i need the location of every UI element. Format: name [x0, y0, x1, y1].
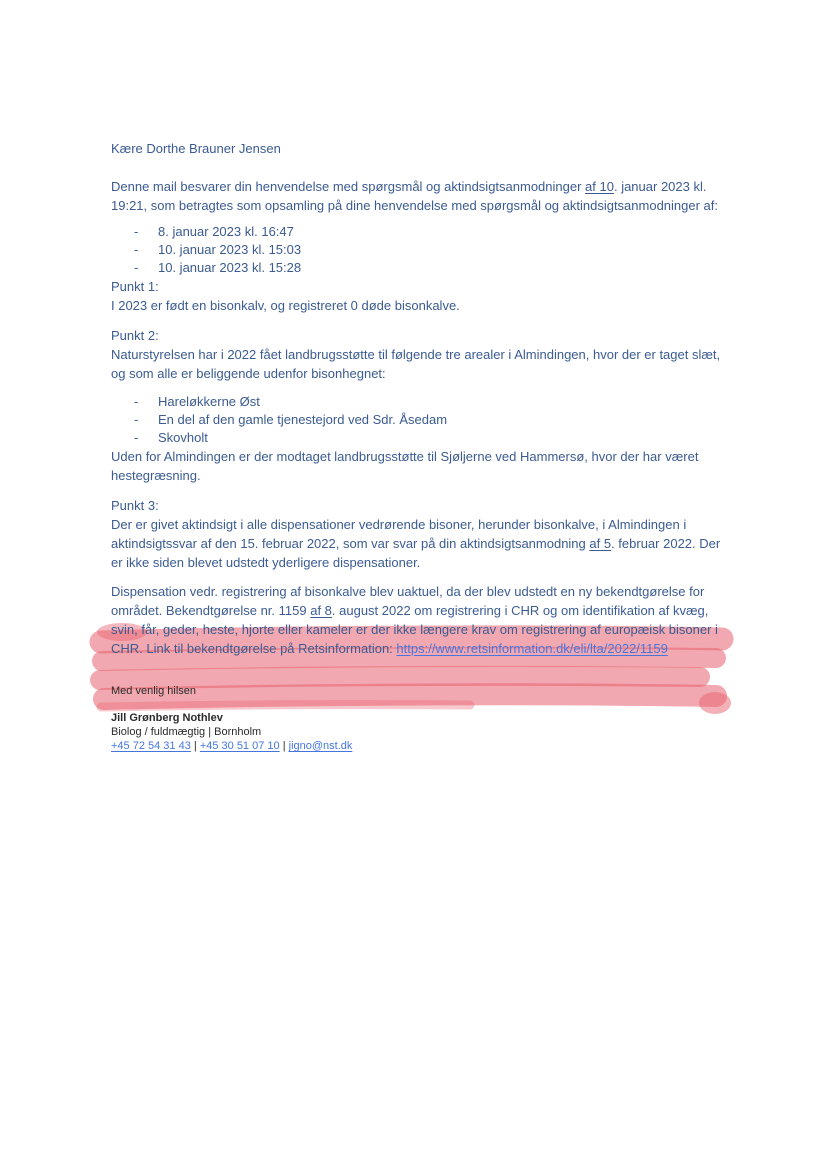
area-name: En del af den gamle tjenestejord ved Sdr. Åsedam [158, 412, 448, 427]
list-item [111, 223, 733, 241]
highlighted-text-1: Dispensation vedr. registrering af bisonkalve blev uaktuel, da der blev udstedt en ny bekendtgørelse for området. Bekendtgørelse nr. 1159 [111, 584, 705, 618]
punkt1-body: I 2023 er født en bisonkalv, og registreret 0 døde bisonkalve. [111, 298, 460, 313]
punkt1-title: Punkt 1: [111, 279, 159, 294]
retsinformation-link[interactable]: https://www.retsinformation.dk/eli/lta/2022/1159 [396, 641, 668, 656]
outside-almindingen-text: Uden for Almindingen er der modtaget landbrugsstøtte til Sjøljerne ved Hammersø, hvor der har været hestegræsning. [111, 449, 699, 483]
list-item [111, 393, 733, 411]
separator-char: | [193, 740, 197, 752]
highlighted-text-2: . august 2022 om registrering i CHR og om identifikation af kvæg, svin, får, geder, heste, hjorte eller kameler er der ikke længere krav om registrering af europæisk bisoner i CHR. Link til bekendtgørelse på Retsinformation: [111, 603, 718, 656]
punkt3-text-2: . februar 2022. Der er ikke siden blevet udstedt yderligere dispensationer. [111, 536, 721, 570]
request-date: 10. januar 2023 kl. 15:28 [158, 260, 302, 275]
dash-bullet: - [134, 394, 139, 409]
list-item [111, 429, 733, 447]
punkt1-paragraph [111, 277, 733, 315]
punkt3-paragraph [111, 496, 733, 572]
separator [280, 740, 289, 752]
dash-bullet: - [134, 412, 139, 427]
intro-text-2: . januar 2023 kl. 19:21, som betragtes som opsamling på dine henvendelse med spørgsmål og aktindsigtsanmodninger af: [111, 179, 719, 213]
areas-list [111, 393, 733, 447]
signature-role: Biolog / fuldmægtig | Bornholm [111, 726, 262, 738]
intro-text-1: Denne mail besvarer din henvendelse med spørgsmål og aktindsigtsanmodninger [111, 179, 586, 194]
email-address-link[interactable]: jigno@nst.dk [288, 740, 353, 752]
dash-bullet: - [134, 430, 139, 445]
dash-bullet: - [134, 242, 139, 257]
phone-link-1[interactable]: +45 72 54 31 43 [111, 740, 191, 752]
phone-link-2[interactable]: +45 30 51 07 10 [199, 740, 280, 752]
list-item [111, 259, 733, 277]
list-item [111, 241, 733, 259]
request-dates-list [111, 223, 733, 277]
request-date: 8. januar 2023 kl. 16:47 [158, 224, 294, 239]
area-name: Skovholt [158, 430, 208, 445]
intro-paragraph [111, 177, 733, 215]
punkt2-body: Naturstyrelsen har i 2022 fået landbrugsstøtte til følgende tre arealer i Almindingen, hvor der er taget slæt, og som alle er beliggende udenfor bisonhegnet: [111, 347, 721, 381]
intro-underlined-date: af 10 [585, 179, 614, 194]
signature-name: Jill Grønberg Nothlev [111, 712, 223, 724]
punkt2-paragraph [111, 326, 733, 383]
punkt3-title: Punkt 3: [111, 498, 159, 513]
punkt3-text-1: Der er givet aktindsigt i alle dispensationer vedrørende bisoner, herunder bisonkalve, i Almindingen i aktindsigtssvar af den 15. februar 2022, som var svar på din aktindsigtsanmodning [111, 517, 687, 551]
email-body [111, 139, 733, 753]
outside-almindingen-paragraph [111, 447, 733, 485]
highlighted-underlined-date: af 8 [310, 603, 332, 618]
punkt2-title: Punkt 2: [111, 328, 159, 343]
dash-bullet: - [134, 260, 139, 275]
signature-closing: Med venlig hilsen [111, 685, 196, 697]
email-signature [111, 684, 733, 753]
dash-bullet: - [134, 224, 139, 239]
greeting-text: Kære Dorthe Brauner Jensen [111, 141, 281, 156]
greeting-line [111, 139, 733, 158]
highlighted-paragraph [111, 582, 733, 658]
area-name: Hareløkkerne Øst [158, 394, 260, 409]
separator-char: | [282, 740, 286, 752]
punkt3-underlined-date: af 5 [589, 536, 612, 551]
list-item [111, 411, 733, 429]
request-date: 10. januar 2023 kl. 15:03 [158, 242, 302, 257]
signature-contact-line [111, 739, 733, 753]
separator [191, 740, 200, 752]
